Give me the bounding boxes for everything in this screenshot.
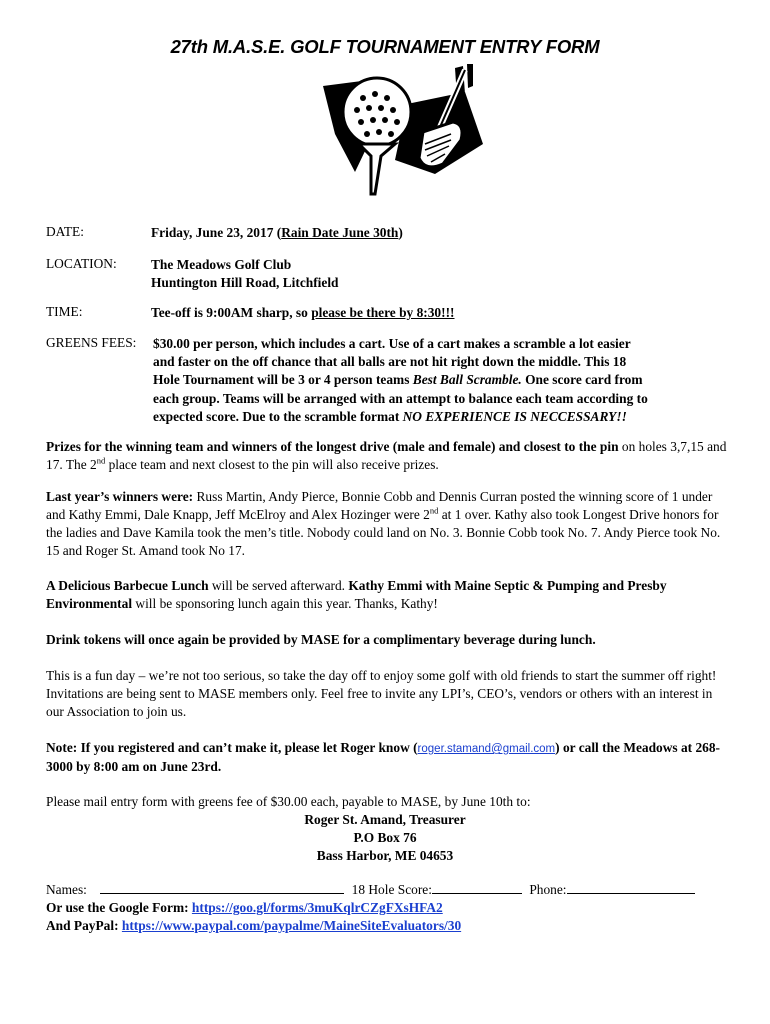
email-link[interactable]: roger.stamand@gmail.com (417, 743, 556, 755)
page-title: 27th M.A.S.E. GOLF TOURNAMENT ENTRY FORM (170, 36, 600, 57)
winners-paragraph: Last year’s winners were: Russ Martin, Andy Pierce, Bonnie Cobb and Dennis Curran posted the winning score of 1 under and Kathy Emmi, Dale Knapp, Jeff McElroy and Alex Hozinger were 2nd at 1 over. Kathy also took Longest Drive honors for the ladies and Dave Kamila took the men’s title. Nobody could land on No. 3. Bonnie Cobb took No. 7. Andy Pierce took No. 15 and Roger St. Amand took No 17. (46, 489, 721, 558)
greens-fees-label: GREENS FEES: (46, 335, 137, 350)
phone-field[interactable] (567, 881, 695, 894)
score-label: 18 Hole Score: (351, 882, 432, 897)
mail-instructions: Please mail entry form with greens fee of $30.00 each, payable to MASE, by June 10th to: (46, 794, 531, 809)
date-value: Friday, June 23, 2017 (Rain Date June 30th) (151, 225, 403, 240)
drinks-paragraph: Drink tokens will once again be provided by MASE for a complimentary beverage during lunch. (46, 632, 596, 647)
location-value: The Meadows Golf Club Huntington Hill Road, Litchfield (151, 257, 339, 290)
location-label: LOCATION: (46, 256, 117, 271)
greens-fees-text: $30.00 per person, which includes a cart. Use of a cart makes a scramble a lot easier and faster on the off chance that all balls are not hit right down the middle. This 18 Hole Tournament will be 3 or 4 person teams Best Ball Scramble. One score card from each group. Teams will be arranged with an attempt to balance each team according to expected score. Due to the scramble format NO EXPERIENCE IS NECCESSARY!! (153, 336, 648, 424)
note-paragraph: Note: If you registered and can’t make it, please let Roger know (roger.stamand@gmail.com) or call the Meadows at 268-3000 by 8:00 am on June 23rd. (46, 740, 721, 774)
form-fields-row (46, 881, 730, 899)
time-value: Tee-off is 9:00AM sharp, so please be there by 8:30!!! (151, 305, 455, 320)
lunch-paragraph: A Delicious Barbecue Lunch will be served afterward. Kathy Emmi with Maine Septic & Pumping and Presby Environmental will be sponsoring lunch again this year. Thanks, Kathy! (46, 578, 667, 611)
date-label: DATE: (46, 224, 84, 239)
names-field[interactable] (100, 881, 344, 894)
golf-clipart (315, 64, 500, 204)
fun-paragraph: This is a fun day – we’re not too serious, so take the day off to enjoy some golf with old friends to start the summer off right! Invitations are being sent to MASE members only. Feel free to invite any LPI’s, CEO’s, vendors or others with an interest in our Association to join us. (46, 668, 717, 719)
google-form-link[interactable]: https://goo.gl/forms/3muKqlrCZgFXsHFA2 (191, 900, 443, 915)
names-label: Names: (46, 882, 87, 897)
score-field[interactable] (432, 881, 522, 894)
prizes-paragraph: Prizes for the winning team and winners of the longest drive (male and female) and closest to the pin on holes 3,7,15 and 17. The 2nd place team and next closest to the pin will also receive prizes. (46, 439, 727, 472)
time-label: TIME: (46, 304, 83, 319)
paypal-link[interactable]: https://www.paypal.com/paypalme/MaineSiteEvaluators/30 (121, 918, 462, 933)
mail-address: Roger St. Amand, Treasurer P.O Box 76 Bass Harbor, ME 04653 (304, 812, 466, 864)
paypal-line: And PayPal: https://www.paypal.com/paypalme/MaineSiteEvaluators/30 (46, 918, 462, 933)
google-form-line: Or use the Google Form: https://goo.gl/forms/3muKqlrCZgFXsHFA2 (46, 900, 443, 915)
phone-label: Phone: (529, 882, 567, 897)
golf-ball-tee-and-club-icon (315, 64, 500, 204)
